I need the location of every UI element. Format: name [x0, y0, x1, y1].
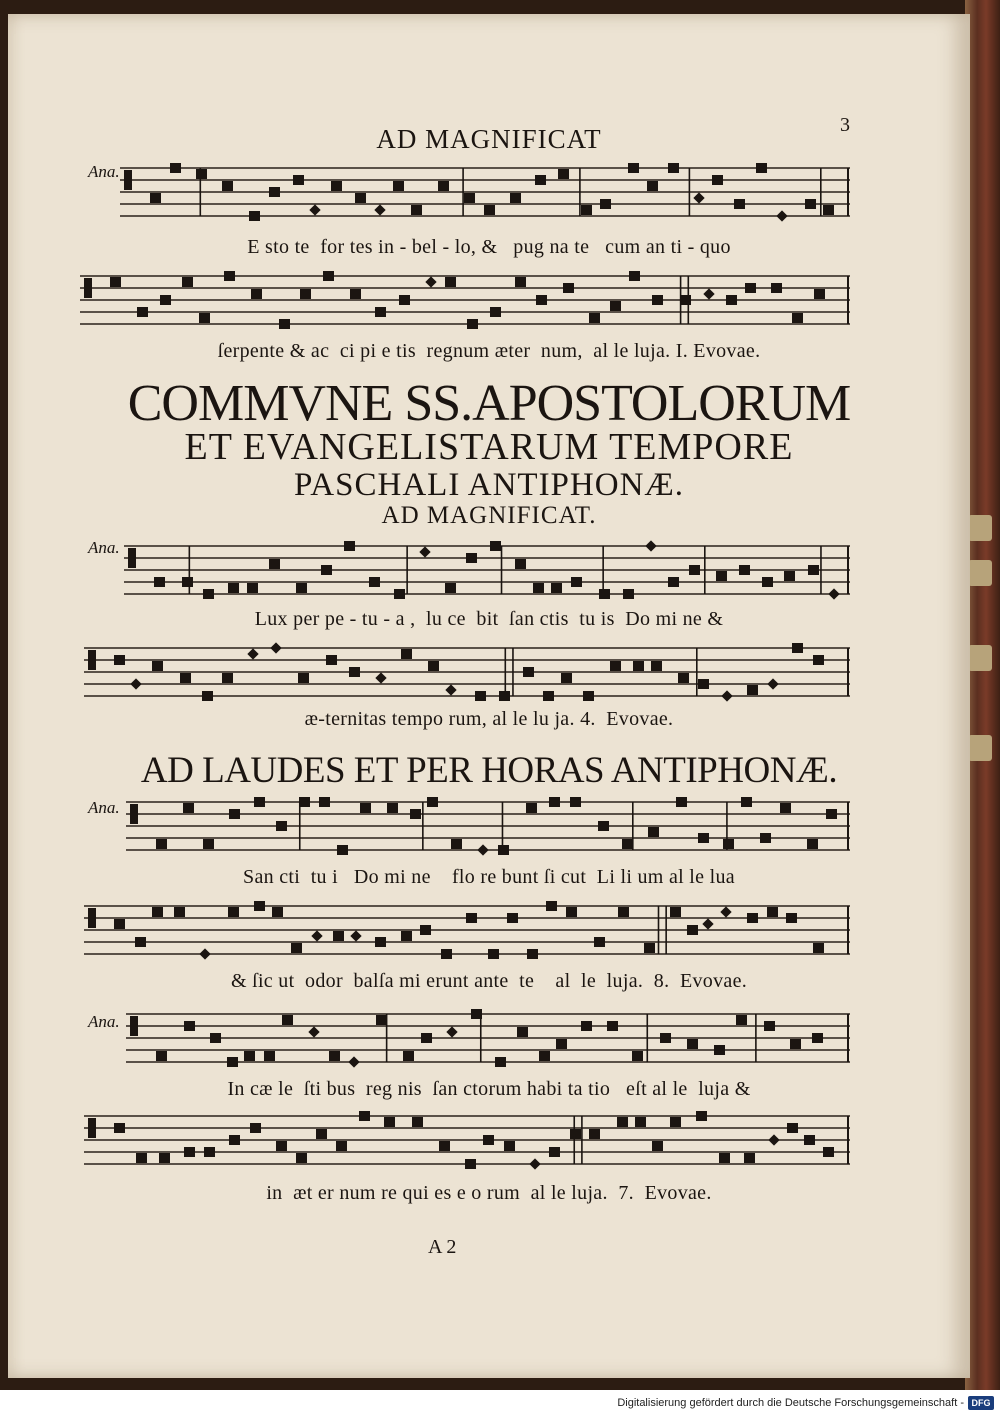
note-square: [756, 163, 767, 173]
note-square: [823, 205, 834, 215]
note-square: [329, 1051, 340, 1061]
lyric-line: In cæ le ſti bus reg nis ſan ctorum habi ta tio eſt al le luja &: [227, 1078, 751, 1100]
note-square: [333, 931, 344, 941]
note-square: [589, 1129, 600, 1139]
note-square: [610, 301, 621, 311]
binding-tie: [968, 560, 992, 586]
note-square: [282, 1015, 293, 1025]
note-square: [199, 313, 210, 323]
note-square: [152, 661, 163, 671]
antiphon-label: Ana.: [88, 1012, 120, 1031]
note-square: [224, 271, 235, 281]
note-square: [359, 1111, 370, 1121]
note-square: [156, 839, 167, 849]
note-square: [607, 1021, 618, 1031]
note-diamond: [308, 1026, 319, 1037]
note-square: [527, 949, 538, 959]
dfg-logo: DFG: [968, 1396, 994, 1410]
note-square: [670, 907, 681, 917]
note-square: [254, 797, 265, 807]
note-square: [298, 673, 309, 683]
note-square: [222, 181, 233, 191]
note-square: [680, 295, 691, 305]
note-square: [249, 211, 260, 221]
note-square: [714, 1045, 725, 1055]
note-square: [184, 1021, 195, 1031]
note-square: [551, 583, 562, 593]
note-square: [726, 295, 737, 305]
note-square: [490, 541, 501, 551]
note-square: [420, 925, 431, 935]
note-square: [296, 583, 307, 593]
note-square: [808, 565, 819, 575]
note-square: [182, 577, 193, 587]
note-square: [475, 691, 486, 701]
binding-tie: [968, 515, 992, 541]
note-square: [210, 1033, 221, 1043]
note-square: [344, 541, 355, 551]
note-square: [316, 1129, 327, 1139]
note-square: [375, 937, 386, 947]
note-square: [251, 289, 262, 299]
clef: [84, 278, 92, 298]
note-diamond: [529, 1158, 540, 1169]
note-square: [269, 187, 280, 197]
note-square: [203, 839, 214, 849]
note-square: [687, 1039, 698, 1049]
note-square: [114, 655, 125, 665]
antiphon-label: Ana.: [88, 162, 120, 181]
note-diamond: [130, 678, 141, 689]
note-square: [678, 673, 689, 683]
music-staff: [126, 1008, 850, 1068]
note-square: [623, 589, 634, 599]
note-square: [156, 1051, 167, 1061]
note-diamond: [247, 648, 258, 659]
note-square: [813, 655, 824, 665]
note-square: [488, 949, 499, 959]
note-diamond: [693, 192, 704, 203]
antiphon-label: Ana.: [88, 798, 120, 817]
note-diamond: [721, 690, 732, 701]
note-square: [581, 205, 592, 215]
note-square: [712, 175, 723, 185]
note-square: [323, 271, 334, 281]
note-square: [394, 589, 405, 599]
note-diamond: [477, 844, 488, 855]
note-square: [517, 1027, 528, 1037]
note-square: [336, 1141, 347, 1151]
lyric-line: Lux per pe - tu - a , lu ce bit ſan ctis tu is Do mi ne &: [254, 608, 724, 630]
note-square: [668, 577, 679, 587]
note-square: [762, 577, 773, 587]
section-heading: AD MAGNIFICAT.: [381, 502, 597, 529]
note-diamond: [703, 288, 714, 299]
lyric-line: & ſic ut odor balſa mi erunt ante te al le luja. 8. Evovae.: [230, 970, 748, 992]
note-square: [264, 1051, 275, 1061]
note-square: [583, 691, 594, 701]
note-square: [466, 553, 477, 563]
note-square: [723, 839, 734, 849]
note-square: [739, 565, 750, 575]
note-diamond: [720, 906, 731, 917]
note-square: [331, 181, 342, 191]
note-square: [504, 1141, 515, 1151]
note-square: [787, 1123, 798, 1133]
note-square: [222, 673, 233, 683]
note-square: [375, 307, 386, 317]
note-square: [349, 667, 360, 677]
note-square: [229, 809, 240, 819]
note-square: [814, 289, 825, 299]
note-square: [598, 821, 609, 831]
note-square: [490, 307, 501, 317]
note-square: [464, 193, 475, 203]
lyric-line: San cti tu i Do mi ne flo re bunt ſi cut Li li um al le lua: [243, 866, 735, 888]
note-square: [183, 803, 194, 813]
note-square: [427, 797, 438, 807]
note-diamond: [767, 678, 778, 689]
note-square: [784, 571, 795, 581]
clef: [88, 650, 96, 670]
note-square: [670, 1117, 681, 1127]
note-diamond: [776, 210, 787, 221]
note-square: [296, 1153, 307, 1163]
note-square: [401, 931, 412, 941]
note-square: [736, 1015, 747, 1025]
note-square: [467, 319, 478, 329]
note-square: [170, 163, 181, 173]
music-staff: [126, 796, 850, 856]
note-square: [401, 649, 412, 659]
note-square: [180, 673, 191, 683]
note-square: [676, 797, 687, 807]
note-square: [254, 901, 265, 911]
note-square: [600, 199, 611, 209]
note-square: [150, 193, 161, 203]
note-diamond: [350, 930, 361, 941]
note-square: [510, 193, 521, 203]
note-square: [154, 577, 165, 587]
note-square: [566, 907, 577, 917]
note-square: [635, 1117, 646, 1127]
note-square: [228, 907, 239, 917]
note-square: [247, 583, 258, 593]
note-square: [135, 937, 146, 947]
note-square: [515, 277, 526, 287]
note-square: [543, 691, 554, 701]
feast-title: COMMVNE SS.APOSTOLORUM: [127, 375, 851, 432]
binding-tie: [968, 735, 992, 761]
lyric-line: in æt er num re qui es e o rum al le luja. 7. Evovae.: [266, 1182, 712, 1204]
feast-title: ET EVANGELISTARUM TEMPORE: [184, 426, 794, 468]
note-square: [805, 199, 816, 209]
note-diamond: [768, 1134, 779, 1145]
note-square: [326, 655, 337, 665]
note-square: [629, 271, 640, 281]
note-square: [276, 821, 287, 831]
note-square: [570, 1129, 581, 1139]
note-square: [741, 797, 752, 807]
note-diamond: [425, 276, 436, 287]
note-square: [792, 643, 803, 653]
note-square: [160, 295, 171, 305]
note-square: [441, 949, 452, 959]
note-square: [652, 1141, 663, 1151]
clef: [124, 170, 132, 190]
note-square: [780, 803, 791, 813]
note-square: [786, 913, 797, 923]
note-square: [719, 1153, 730, 1163]
book-page: [8, 14, 970, 1378]
note-square: [687, 925, 698, 935]
note-square: [647, 181, 658, 191]
note-diamond: [375, 672, 386, 683]
note-square: [114, 1123, 125, 1133]
footer-credit: Digitalisierung gefördert durch die Deutsche Forschungsgemeinschaft -: [617, 1397, 964, 1409]
note-diamond: [702, 918, 713, 929]
note-square: [498, 845, 509, 855]
note-square: [823, 1147, 834, 1157]
note-square: [466, 913, 477, 923]
note-square: [228, 583, 239, 593]
note-square: [321, 565, 332, 575]
clef: [88, 1118, 96, 1138]
note-square: [599, 589, 610, 599]
note-square: [628, 163, 639, 173]
binding-tie: [968, 645, 992, 671]
note-square: [387, 803, 398, 813]
note-square: [412, 1117, 423, 1127]
note-square: [174, 907, 185, 917]
note-square: [159, 1153, 170, 1163]
note-square: [734, 199, 745, 209]
note-square: [471, 1009, 482, 1019]
note-square: [110, 277, 121, 287]
note-square: [393, 181, 404, 191]
note-square: [744, 1153, 755, 1163]
signature-mark: A 2: [428, 1236, 457, 1258]
music-staff: [84, 642, 850, 704]
note-square: [610, 661, 621, 671]
note-square: [465, 1159, 476, 1169]
note-square: [203, 589, 214, 599]
note-square: [507, 913, 518, 923]
note-square: [152, 907, 163, 917]
note-square: [227, 1057, 238, 1067]
note-square: [535, 175, 546, 185]
clef: [130, 804, 138, 824]
note-square: [526, 803, 537, 813]
note-square: [410, 809, 421, 819]
note-diamond: [419, 546, 430, 557]
note-square: [747, 685, 758, 695]
note-square: [250, 1123, 261, 1133]
note-square: [369, 577, 380, 587]
page-number: 3: [840, 114, 850, 136]
antiphon-label: Ana.: [88, 538, 120, 557]
note-square: [790, 1039, 801, 1049]
note-square: [539, 1051, 550, 1061]
note-square: [581, 1021, 592, 1031]
music-staff: [124, 540, 850, 602]
note-square: [515, 559, 526, 569]
note-square: [293, 175, 304, 185]
note-square: [652, 295, 663, 305]
note-square: [114, 919, 125, 929]
note-square: [184, 1147, 195, 1157]
feast-title: PASCHALI ANTIPHONÆ.: [293, 467, 684, 503]
note-square: [716, 571, 727, 581]
note-square: [807, 839, 818, 849]
note-square: [760, 833, 771, 843]
note-square: [376, 1015, 387, 1025]
note-diamond: [828, 588, 839, 599]
note-square: [696, 1111, 707, 1121]
note-diamond: [374, 204, 385, 215]
note-square: [651, 661, 662, 671]
lyric-line: ſerpente & ac ci pi e tis regnum æter num, al le luja. I. Evovae.: [217, 340, 761, 362]
note-square: [549, 1147, 560, 1157]
note-square: [689, 565, 700, 575]
clef: [88, 908, 96, 928]
note-square: [350, 289, 361, 299]
note-square: [319, 797, 330, 807]
note-square: [804, 1135, 815, 1145]
note-square: [563, 283, 574, 293]
note-square: [291, 943, 302, 953]
note-square: [182, 277, 193, 287]
note-diamond: [348, 1056, 359, 1067]
music-staff: [80, 270, 850, 330]
note-square: [594, 937, 605, 947]
note-square: [421, 1033, 432, 1043]
note-square: [196, 169, 207, 179]
note-square: [792, 313, 803, 323]
note-square: [204, 1147, 215, 1157]
clef: [128, 548, 136, 568]
note-square: [698, 833, 709, 843]
note-square: [660, 1033, 671, 1043]
note-square: [438, 181, 449, 191]
note-square: [558, 169, 569, 179]
note-square: [632, 1051, 643, 1061]
note-square: [355, 193, 366, 203]
note-square: [384, 1117, 395, 1127]
note-square: [484, 205, 495, 215]
note-diamond: [309, 204, 320, 215]
note-square: [300, 289, 311, 299]
note-diamond: [270, 642, 281, 653]
note-square: [745, 283, 756, 293]
note-diamond: [446, 1026, 457, 1037]
note-square: [337, 845, 348, 855]
note-square: [272, 907, 283, 917]
lyric-line: æ-ternitas tempo rum, al le lu ja. 4. Evovae.: [304, 708, 674, 730]
note-square: [747, 913, 758, 923]
section-heading: AD LAUDES ET PER HORAS ANTIPHONÆ.: [140, 750, 838, 791]
note-square: [202, 691, 213, 701]
note-square: [360, 803, 371, 813]
note-square: [813, 943, 824, 953]
note-square: [445, 277, 456, 287]
note-diamond: [445, 684, 456, 695]
note-square: [136, 1153, 147, 1163]
note-square: [556, 1039, 567, 1049]
note-square: [439, 1141, 450, 1151]
note-square: [276, 1141, 287, 1151]
note-square: [826, 809, 837, 819]
note-square: [536, 295, 547, 305]
note-square: [229, 1135, 240, 1145]
note-square: [771, 283, 782, 293]
note-square: [764, 1021, 775, 1031]
note-square: [428, 661, 439, 671]
note-square: [445, 583, 456, 593]
note-square: [812, 1033, 823, 1043]
music-staff: [84, 900, 850, 960]
note-square: [571, 577, 582, 587]
note-square: [403, 1051, 414, 1061]
note-square: [589, 313, 600, 323]
note-square: [399, 295, 410, 305]
note-square: [622, 839, 633, 849]
note-square: [561, 673, 572, 683]
note-square: [668, 163, 679, 173]
note-square: [549, 797, 560, 807]
music-staff: [84, 1110, 850, 1170]
note-square: [546, 901, 557, 911]
note-square: [523, 667, 534, 677]
note-diamond: [645, 540, 656, 551]
note-square: [483, 1135, 494, 1145]
note-square: [137, 307, 148, 317]
note-square: [279, 319, 290, 329]
lyric-line: E sto te for tes in - bel - lo, & pug na te cum an ti - quo: [247, 236, 731, 258]
clef: [130, 1016, 138, 1036]
note-square: [451, 839, 462, 849]
note-square: [767, 907, 778, 917]
music-staff: [120, 162, 850, 222]
note-square: [570, 797, 581, 807]
note-diamond: [199, 948, 210, 959]
note-square: [633, 661, 644, 671]
note-square: [698, 679, 709, 689]
note-square: [648, 827, 659, 837]
note-square: [299, 797, 310, 807]
note-square: [618, 907, 629, 917]
note-square: [499, 691, 510, 701]
note-square: [269, 559, 280, 569]
note-square: [411, 205, 422, 215]
note-diamond: [311, 930, 322, 941]
section-heading: AD MAGNIFICAT: [376, 124, 602, 154]
note-square: [244, 1051, 255, 1061]
note-square: [617, 1117, 628, 1127]
note-square: [533, 583, 544, 593]
book-binding: [965, 0, 1000, 1390]
note-square: [644, 943, 655, 953]
note-square: [495, 1057, 506, 1067]
